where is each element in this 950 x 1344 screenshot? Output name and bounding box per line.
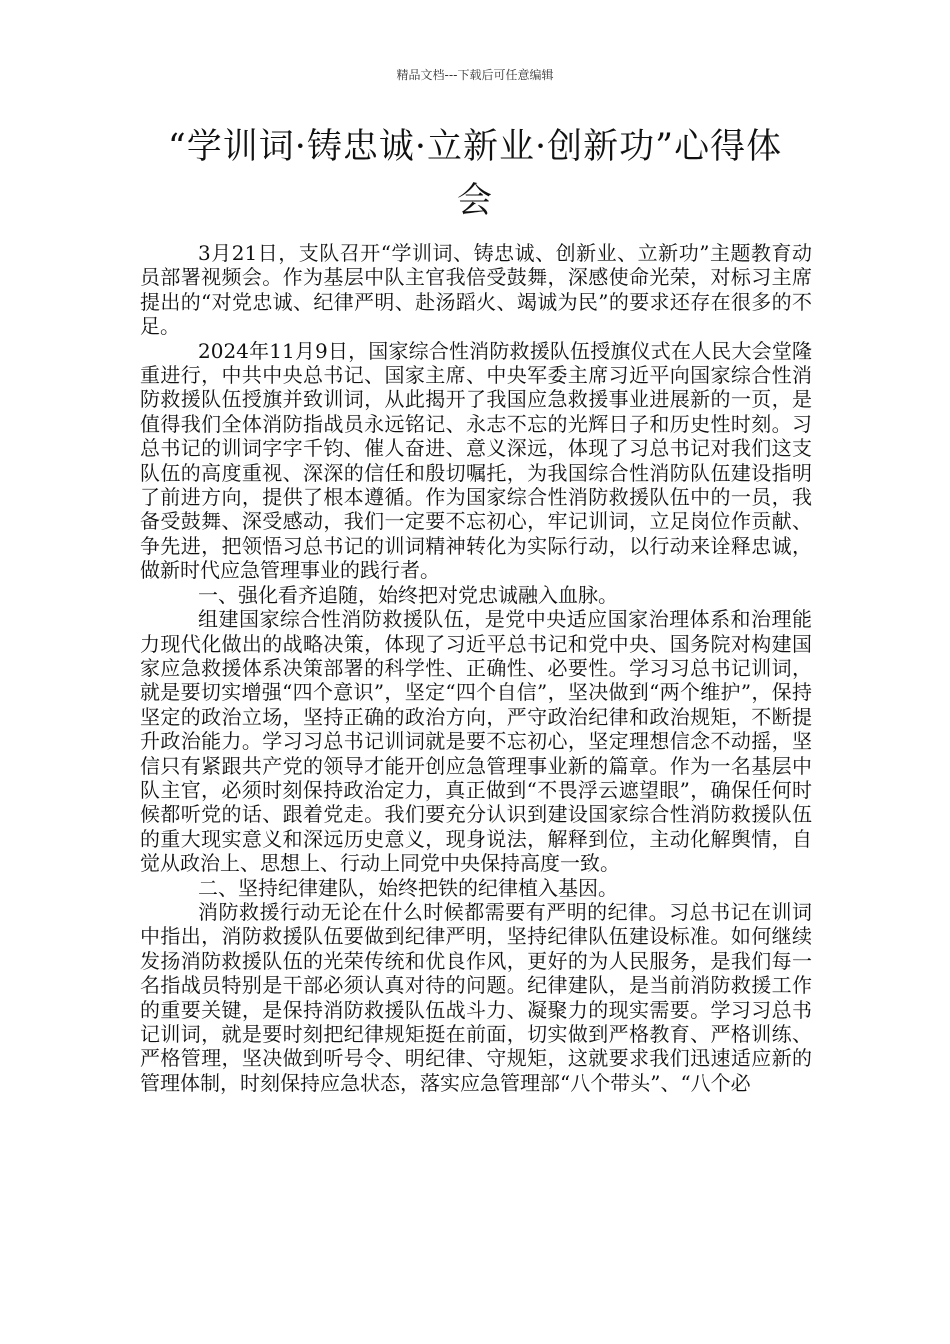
document-body (140, 241, 812, 1095)
page-header: 精品文档---下载后可任意编辑 (396, 68, 554, 82)
section-heading-1: 一、强化看齐追随，始终把对党忠诚融入血脉。 (198, 582, 618, 607)
paragraph-intro: 3月21日，支队召开“学训词、铸忠诚、创新业、立新功”主题教育动员部署视频会。作为基层中队主官我倍受鼓舞，深感使命光荣，对标习主席提出的“对党忠诚、纪律严明、赴汤蹈火、竭诚为民”的要求还存在很多的不足。 (140, 241, 812, 339)
paragraph-background: 2024年11月9日，国家综合性消防救援队伍授旗仪式在人民大会堂隆重进行，中共中央总书记、国家主席、中央军委主席习近平向国家综合性消防救援队伍授旗并致训词，从此揭开了我国应急救援事业进展新的一页，是值得我们全体消防指战员永远铭记、永志不忘的光辉日子和历史性时刻。习总书记的训词字字千钧、催人奋进、意义深远，体现了习总书记对我们这支队伍的高度重视、深深的信任和殷切嘱托，为我国综合性消防队伍建设指明了前进方向，提供了根本遵循。作为国家综合性消防救援队伍中的一员，我备受鼓舞、深受感动，我们一定要不忘初心，牢记训词，立足岗位作贡献、争先进，把领悟习总书记的训词精神转化为实际行动，以行动来诠释忠诚，做新时代应急管理事业的践行者。 (140, 338, 812, 583)
section-heading-2: 二、坚持纪律建队，始终把铁的纪律植入基因。 (198, 875, 618, 900)
paragraph-section-2: 消防救援行动无论在什么时候都需要有严明的纪律。习总书记在训词中指出，消防救援队伍要做到纪律严明，坚持纪律队伍建设标准。如何继续发扬消防救援队伍的光荣传统和优良作风，更好的为人民服务，是我们每一名指战员特别是干部必须认真对待的问题。纪律建队，是当前消防救援工作的重要关键，是保持消防救援队伍战斗力、凝聚力的现实需要。学习习总书记训词，就是要时刻把纪律规矩挺在前面，切实做到严格教育、严格训练、严格管理，坚决做到听号令、明纪律、守规矩，这就要求我们迅速适应新的管理体制，时刻保持应急状态，落实应急管理部“八个带头”、“八个必 (140, 899, 812, 1095)
document-title: “学训词·铸忠诚·立新业·创新功”心得体会 (167, 127, 783, 221)
paragraph-section-1: 组建国家综合性消防救援队伍，是党中央适应国家治理体系和治理能力现代化做出的战略决策，体现了习近平总书记和党中央、国务院对构建国家应急救援体系决策部署的科学性、正确性、必要性。学习习总书记训词，就是要切实增强“四个意识”，坚定“四个自信”，坚决做到“两个维护”，保持坚定的政治立场，坚持正确的政治方向，严守政治纪律和政治规矩，不断提升政治能力。学习习总书记训词就是要不忘初心，坚定理想信念不动摇，坚信只有紧跟共产党的领导才能开创应急管理事业新的篇章。作为一名基层中队主官，必须时刻保持政治定力，真正做到“不畏浮云遮望眼”，确保任何时候都听党的话、跟着党走。我们要充分认识到建设国家综合性消防救援队伍的重大现实意义和深远历史意义，现身说法，解释到位，主动化解舆情，自觉从政治上、思想上、行动上同党中央保持高度一致。 (140, 607, 812, 876)
